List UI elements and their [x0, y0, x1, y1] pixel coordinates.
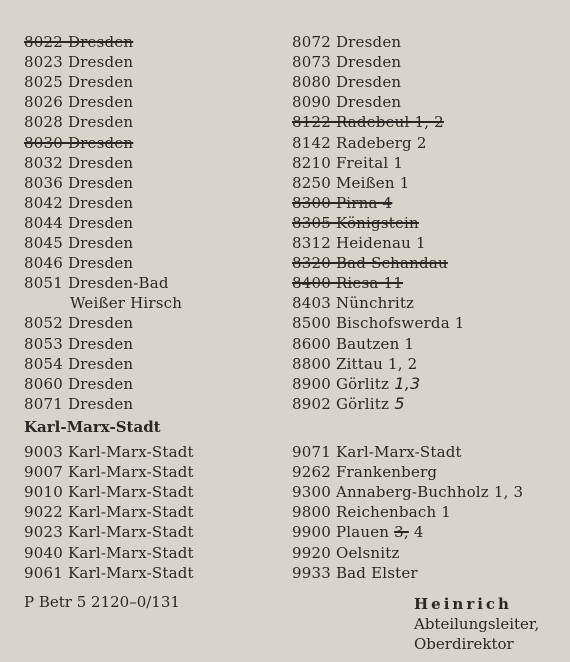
entry-text: 8071 Dresden: [24, 394, 134, 413]
entry-text: 8600 Bautzen 1: [292, 334, 415, 353]
entry-text: 8312 Heidenau 1: [292, 234, 426, 252]
list-item: [24, 173, 133, 193]
list-item: [24, 233, 133, 253]
list-item: [24, 72, 133, 92]
list-item: [24, 92, 133, 112]
list-item: [24, 442, 194, 462]
entry-text: 8023 Dresden: [24, 53, 134, 72]
entry-text: 9933 Bad Elster: [292, 563, 418, 582]
entry-text: 8028 Dresden: [24, 113, 134, 132]
entry-text: 8320 Bad Schandau: [292, 254, 448, 273]
list-item: [24, 153, 133, 173]
entry-text: 9800 Reichenbach 1: [292, 503, 452, 522]
entry-text: 8036 Dresden: [24, 173, 134, 192]
entry-text: 8030 Dresden: [24, 133, 134, 152]
entry-text: 8044 Dresden: [24, 213, 134, 232]
list-item: [24, 462, 194, 482]
list-item: [24, 253, 133, 273]
entry-text: 8250 Meißen 1: [292, 173, 410, 192]
list-item: [292, 462, 437, 482]
entry-text: 8305 Königstein: [292, 213, 419, 232]
handwritten-annotation: 1,3: [389, 373, 421, 393]
list-item: [292, 563, 418, 583]
list-item: [24, 52, 133, 72]
entry-text: Weißer Hirsch: [70, 294, 183, 313]
entry-text: 8025 Dresden: [24, 73, 134, 92]
entry-text: 8090 Dresden: [292, 93, 402, 112]
entry-text: 9900 Plauen: [292, 523, 395, 542]
list-item: [24, 313, 133, 333]
list-item: [24, 32, 133, 52]
entry-text: 8060 Dresden: [24, 374, 134, 393]
entry-text: 8403 Nünchritz: [292, 294, 415, 313]
list-item: [292, 72, 401, 92]
list-item: [24, 482, 194, 502]
list-item: [292, 92, 401, 112]
entry-text: 8026 Dresden: [24, 93, 134, 112]
list-item: [292, 153, 403, 173]
dresden-left-column: [24, 32, 284, 422]
signature-title-2: Oberdirektor: [414, 635, 514, 653]
list-item: [292, 112, 444, 132]
list-item: [24, 193, 133, 213]
entry-text: 8046 Dresden: [24, 254, 134, 273]
signature-name: Heinrich: [414, 595, 512, 613]
list-item: [24, 522, 194, 542]
list-item: [24, 334, 133, 354]
list-item: [292, 273, 403, 293]
list-item: [292, 502, 451, 522]
entry-text: 8072 Dresden: [292, 33, 402, 51]
entry-text: 8902 Görlitz: [292, 394, 390, 413]
entry-text: 9300 Annaberg-Buchholz 1, 3: [292, 483, 524, 502]
list-item: [292, 522, 424, 542]
list-item: [292, 334, 414, 354]
list-item: [292, 293, 414, 313]
entry-text: 8051 Dresden-Bad: [24, 274, 169, 293]
entry-text: 9003 Karl-Marx-Stadt: [24, 443, 194, 461]
list-item: [292, 133, 427, 153]
entry-text: 8022 Dresden: [24, 33, 134, 51]
dresden-right-column: [292, 32, 562, 422]
list-item: [292, 394, 405, 414]
entry-text: 8052 Dresden: [24, 314, 134, 333]
entry-suffix: 4: [408, 523, 424, 542]
entry-text: 8042 Dresden: [24, 193, 134, 212]
signature-block: [414, 594, 539, 654]
list-item: [292, 52, 401, 72]
list-item: [24, 502, 194, 522]
list-item: [24, 133, 133, 153]
list-item: [24, 213, 133, 233]
entry-text: 8054 Dresden: [24, 354, 134, 373]
reference-number: P Betr 5 2120–0/131: [24, 593, 180, 611]
list-item: [292, 354, 417, 374]
entry-text: 9022 Karl-Marx-Stadt: [24, 503, 194, 522]
list-item: [24, 273, 169, 293]
entry-text: 8073 Dresden: [292, 53, 402, 72]
list-item: [292, 482, 523, 502]
list-item: [292, 543, 400, 563]
struck-part: 3,: [394, 523, 409, 542]
entry-text: 9061 Karl-Marx-Stadt: [24, 563, 194, 582]
entry-text: 9262 Frankenberg: [292, 463, 438, 482]
entry-text: 8900 Görlitz: [292, 374, 390, 393]
list-item: [24, 543, 194, 563]
list-item: [292, 313, 465, 333]
list-item: [292, 374, 420, 394]
entry-text: 9071 Karl-Marx-Stadt: [292, 443, 462, 461]
kms-right-column: [292, 442, 562, 587]
list-item: [292, 173, 409, 193]
handwritten-annotation: 5: [389, 393, 405, 413]
entry-text: 9040 Karl-Marx-Stadt: [24, 543, 194, 562]
entry-text: 9920 Oelsnitz: [292, 543, 400, 562]
entry-text: 9007 Karl-Marx-Stadt: [24, 463, 194, 482]
signature-title-1: Abteilungsleiter,: [414, 615, 540, 633]
list-item: [292, 253, 448, 273]
list-item: [292, 233, 426, 253]
list-item: [24, 563, 194, 583]
entry-text: 8122 Radebeul 1, 2: [292, 113, 444, 132]
list-item: [24, 112, 133, 132]
kms-left-column: [24, 442, 284, 587]
list-item: [292, 442, 462, 462]
list-item: [292, 32, 401, 52]
entry-text: 8080 Dresden: [292, 73, 402, 92]
entry-text: 8300 Pirna 4: [292, 193, 393, 212]
list-item: [24, 374, 133, 394]
entry-text: 9023 Karl-Marx-Stadt: [24, 523, 194, 542]
entry-text: 8045 Dresden: [24, 234, 134, 252]
section-heading-karl-marx-stadt: Karl-Marx-Stadt: [24, 418, 161, 436]
list-item: [24, 394, 133, 414]
entry-text: 9010 Karl-Marx-Stadt: [24, 483, 194, 502]
list-item: [24, 354, 133, 374]
entry-text: 8032 Dresden: [24, 153, 134, 172]
list-item: [292, 193, 392, 213]
list-item: [70, 293, 182, 313]
entry-text: 8142 Radeberg 2: [292, 133, 427, 152]
entry-text: 8210 Freital 1: [292, 153, 404, 172]
list-item: [292, 213, 419, 233]
entry-text: 8500 Bischofswerda 1: [292, 314, 465, 333]
entry-text: 8400 Riesa 11: [292, 274, 404, 293]
entry-text: 8800 Zittau 1, 2: [292, 354, 418, 373]
entry-text: 8053 Dresden: [24, 334, 134, 353]
